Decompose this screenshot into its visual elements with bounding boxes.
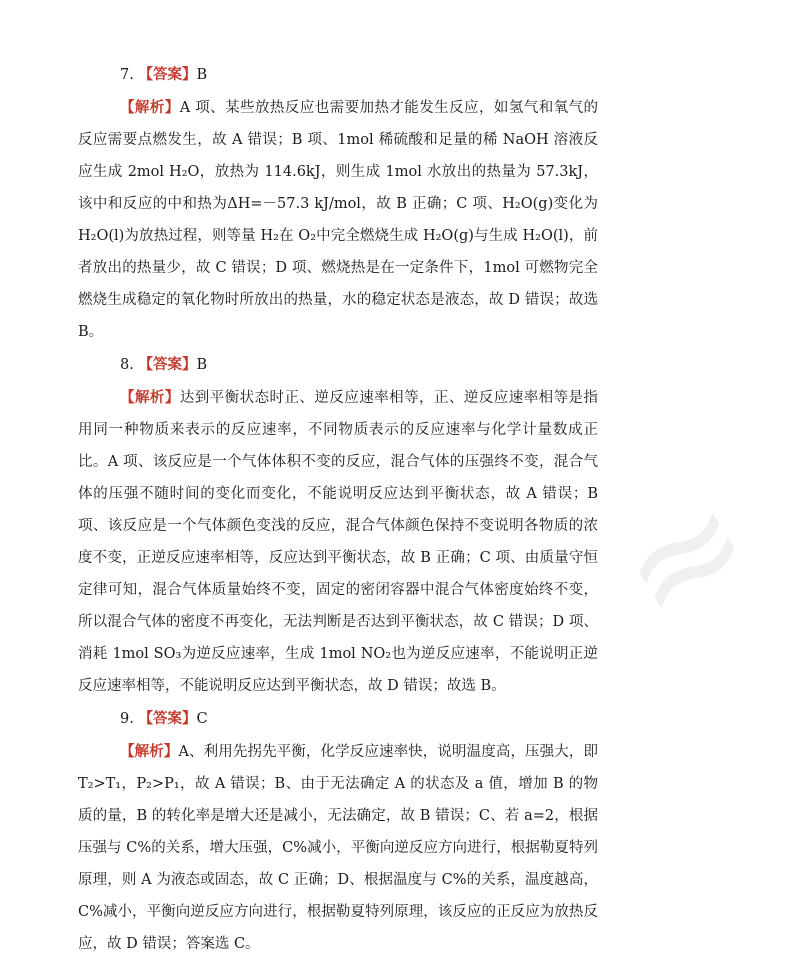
- question-9: [78, 702, 598, 960]
- answer-line: [120, 348, 598, 382]
- question-number: 7.: [120, 67, 134, 83]
- analysis-text: A 项、某些放热反应也需要加热才能发生反应，如氢气和氧气的反应需要点燃发生，故 A 错误；B 项、1mol 稀硫酸和足量的稀 NaOH 溶液反应生成 2mol H₂O，放热为 114.6kJ，则生成 1mol 水放出的热量为 57.3kJ，该中和反应的中和热为ΔH=－57.3 kJ/mol，故 B 正确；C 项、H₂O(g)变化为 H₂O(l)为放热过程，则等量 H₂在 O₂中完全燃烧生成 H₂O(g)与生成 H₂O(l)，前者放出的热量少，故 C 错误；D 项、燃烧热是在一定条件下，1mol 可燃物完全燃烧生成稳定的氧化物时所放出的热量，水的稳定状态是液态，故 D 错误；故选 B。: [78, 100, 599, 340]
- analysis-paragraph: [78, 382, 598, 702]
- answer-document: [78, 58, 598, 960]
- analysis-text: 达到平衡状态时正、逆反应速率相等，正、逆反应速率相等是指用同一种物质来表示的反应速率，不同物质表示的反应速率与化学计量数成正比。A 项、该反应是一个气体体积不变的反应，混合气体的压强终不变，混合气体的压强不随时间的变化而变化，不能说明反应达到平衡状态，故 A 错误；B 项、该反应是一个气体颜色变浅的反应，混合气体颜色保持不变说明各物质的浓度不变，正逆反应速率相等，反应达到平衡状态，故 B 正确；C 项、由质量守恒定律可知，混合气体质量始终不变，固定的密闭容器中混合气体密度始终不变，所以混合气体的密度不再变化，无法判断是否达到平衡状态，故 C 错误；D 项、消耗 1mol SO₃为逆反应速率，生成 1mol NO₂也为逆反应速率，不能说明正逆反应速率相等，不能说明反应达到平衡状态，故 D 错误；故选 B。: [78, 390, 599, 694]
- analysis-text: A、利用先拐先平衡，化学反应速率快，说明温度高，压强大，即 T₂>T₁，P₂>P₁，故 A 错误；B、由于无法确定 A 的状态及 a 值，增加 B 的物质的量，B 的转化率是增大还是减小，无法确定，故 B 错误；C、若 a=2，根据压强与 C%的关系，增大压强，C%减小，平衡向逆反应方向进行，根据勒夏特列原理，则 A 为液态或固态，故 C 正确；D、根据温度与 C%的关系，温度越高，C%减小，平衡向逆反应方向进行，根据勒夏特列原理，该反应的正反应为放热反应，故 D 错误；答案选 C。: [78, 744, 598, 952]
- answer-tag: 【答案】: [138, 356, 197, 373]
- analysis-tag: 【解析】: [120, 743, 179, 760]
- analysis-paragraph: [78, 92, 598, 348]
- question-number: 8.: [120, 357, 134, 373]
- answer-line: [120, 702, 598, 736]
- answer-line: [120, 58, 598, 92]
- analysis-tag: 【解析】: [120, 389, 180, 406]
- analysis-paragraph: [78, 736, 598, 960]
- answer-value: C: [196, 711, 208, 727]
- question-7: [78, 58, 598, 348]
- watermark: ≈: [585, 449, 785, 665]
- answer-value: B: [196, 357, 208, 373]
- question-8: [78, 348, 598, 702]
- question-number: 9.: [120, 711, 134, 727]
- answer-tag: 【答案】: [138, 710, 197, 727]
- answer-value: B: [196, 67, 208, 83]
- answer-tag: 【答案】: [138, 66, 197, 83]
- analysis-tag: 【解析】: [120, 99, 180, 116]
